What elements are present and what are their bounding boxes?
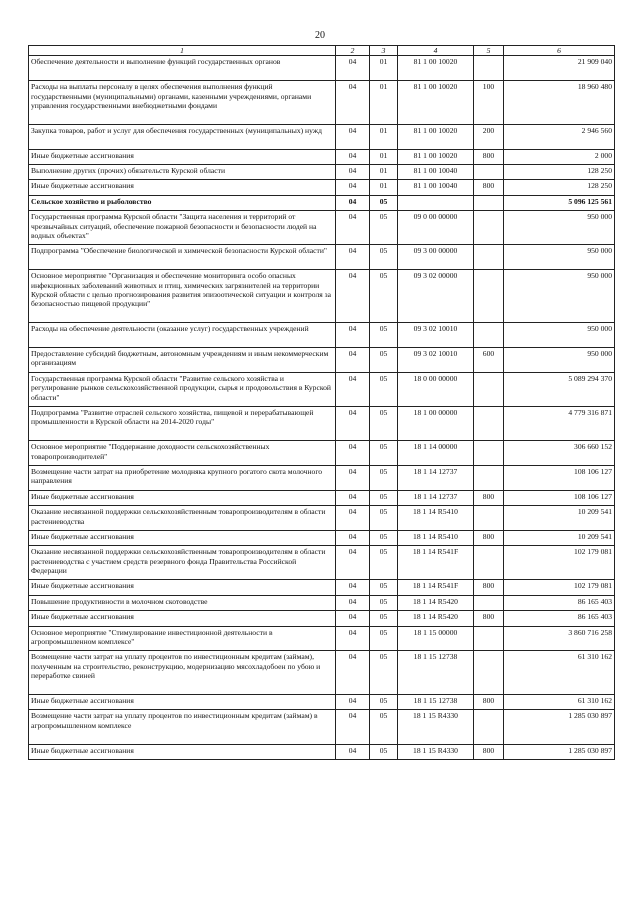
- row-section-cell: 04: [336, 323, 370, 348]
- table-row: [29, 506, 615, 531]
- row-name-cell: Подпрограмма "Обеспечение биологической и химической безопасности Курской области": [29, 245, 336, 270]
- row-subsection-cell: 01: [370, 180, 398, 195]
- row-target-code-cell: 09 0 00 00000: [398, 211, 474, 245]
- table-row: [29, 406, 615, 440]
- row-subsection-cell: 01: [370, 56, 398, 81]
- row-target-code-cell: 18 0 00 00000: [398, 372, 474, 406]
- row-subsection-cell: 05: [370, 695, 398, 710]
- row-name-cell: Иные бюджетные ассигнования: [29, 611, 336, 626]
- row-expense-type-cell: [474, 270, 504, 323]
- row-target-code-cell: 81 1 00 10040: [398, 180, 474, 195]
- row-subsection-cell: 01: [370, 124, 398, 149]
- table-row: [29, 530, 615, 545]
- row-target-code-cell: 81 1 00 10020: [398, 149, 474, 164]
- row-target-code-cell: 81 1 00 10020: [398, 56, 474, 81]
- row-subsection-cell: 05: [370, 546, 398, 580]
- row-name-cell: Обеспечение деятельности и выполнение функций государственных органов: [29, 56, 336, 81]
- row-expense-type-cell: [474, 56, 504, 81]
- row-target-code-cell: 09 3 00 00000: [398, 245, 474, 270]
- row-target-code-cell: 18 1 15 R4330: [398, 710, 474, 744]
- row-name-cell: Государственная программа Курской области "Защита населения и территорий от чрезвычайных ситуаций, обеспечение пожарной безопасности и безопасности людей на водных объектах": [29, 211, 336, 245]
- row-name-cell: Государственная программа Курской области "Развитие сельского хозяйства и регулирование рынков сельскохозяйственной продукции, сырья и продовольствия в Курской области": [29, 372, 336, 406]
- row-name-cell: Иные бюджетные ассигнования: [29, 744, 336, 759]
- row-amount-cell: 102 179 081: [504, 580, 615, 595]
- row-section-cell: 04: [336, 651, 370, 695]
- row-target-code-cell: 18 1 00 00000: [398, 406, 474, 440]
- row-amount-cell: 86 165 403: [504, 595, 615, 610]
- row-subsection-cell: 05: [370, 626, 398, 651]
- row-expense-type-cell: 800: [474, 695, 504, 710]
- row-subsection-cell: 05: [370, 347, 398, 372]
- row-target-code-cell: 09 3 02 10010: [398, 347, 474, 372]
- table-row: [29, 164, 615, 179]
- row-name-cell: Повышение продуктивности в молочном скотоводстве: [29, 595, 336, 610]
- table-row: [29, 56, 615, 81]
- row-section-cell: 04: [336, 81, 370, 125]
- row-section-cell: 04: [336, 611, 370, 626]
- row-subsection-cell: 05: [370, 465, 398, 490]
- row-expense-type-cell: [474, 245, 504, 270]
- row-amount-cell: 2 946 560: [504, 124, 615, 149]
- row-expense-type-cell: 800: [474, 530, 504, 545]
- row-amount-cell: 306 660 152: [504, 441, 615, 466]
- row-section-cell: 04: [336, 180, 370, 195]
- row-target-code-cell: 81 1 00 10020: [398, 124, 474, 149]
- row-target-code-cell: 81 1 00 10040: [398, 164, 474, 179]
- row-subsection-cell: 05: [370, 744, 398, 759]
- row-amount-cell: 108 106 127: [504, 490, 615, 505]
- row-section-cell: 04: [336, 164, 370, 179]
- table-row: [29, 372, 615, 406]
- row-subsection-cell: 05: [370, 372, 398, 406]
- row-name-cell: Расходы на обеспечение деятельности (оказание услуг) государственных учреждений: [29, 323, 336, 348]
- row-expense-type-cell: 200: [474, 124, 504, 149]
- table-row: [29, 611, 615, 626]
- row-expense-type-cell: [474, 506, 504, 531]
- table-row: [29, 651, 615, 695]
- row-name-cell: Сельское хозяйство и рыболовство: [29, 195, 336, 210]
- row-expense-type-cell: [474, 546, 504, 580]
- row-amount-cell: 2 000: [504, 149, 615, 164]
- table-row: [29, 211, 615, 245]
- row-expense-type-cell: [474, 211, 504, 245]
- row-subsection-cell: 05: [370, 406, 398, 440]
- row-subsection-cell: 05: [370, 270, 398, 323]
- row-name-cell: Иные бюджетные ассигнования: [29, 490, 336, 505]
- row-subsection-cell: 05: [370, 323, 398, 348]
- row-section-cell: 04: [336, 149, 370, 164]
- row-amount-cell: 108 106 127: [504, 465, 615, 490]
- table-row: [29, 441, 615, 466]
- row-name-cell: Иные бюджетные ассигнования: [29, 695, 336, 710]
- row-name-cell: Закупка товаров, работ и услуг для обеспечения государственных (муниципальных) нужд: [29, 124, 336, 149]
- table-row: [29, 270, 615, 323]
- row-section-cell: 04: [336, 270, 370, 323]
- row-subsection-cell: 05: [370, 245, 398, 270]
- row-expense-type-cell: 800: [474, 611, 504, 626]
- row-target-code-cell: 18 1 14 R5410: [398, 530, 474, 545]
- row-name-cell: Иные бюджетные ассигнования: [29, 530, 336, 545]
- table-row: [29, 149, 615, 164]
- row-amount-cell: 128 250: [504, 180, 615, 195]
- row-section-cell: 04: [336, 347, 370, 372]
- row-expense-type-cell: 800: [474, 149, 504, 164]
- table-row: [29, 347, 615, 372]
- row-name-cell: Иные бюджетные ассигнования: [29, 580, 336, 595]
- row-amount-cell: 950 000: [504, 211, 615, 245]
- header-cell: 5: [474, 46, 504, 56]
- row-amount-cell: 3 860 716 258: [504, 626, 615, 651]
- row-subsection-cell: 05: [370, 490, 398, 505]
- table-row: [29, 744, 615, 759]
- row-expense-type-cell: [474, 710, 504, 744]
- row-expense-type-cell: [474, 441, 504, 466]
- row-section-cell: 04: [336, 530, 370, 545]
- table-row: [29, 595, 615, 610]
- header-row: [29, 46, 615, 56]
- row-target-code-cell: 18 1 14 R541F: [398, 546, 474, 580]
- row-name-cell: Возмещение части затрат на приобретение молодняка крупного рогатого скота молочного направления: [29, 465, 336, 490]
- row-amount-cell: 5 096 125 561: [504, 195, 615, 210]
- row-name-cell: Оказание несвязанной поддержки сельскохозяйственным товаропроизводителям в области растениеводства с участием средств резервного фонда Правительства Российской Федерации: [29, 546, 336, 580]
- row-section-cell: 04: [336, 710, 370, 744]
- row-expense-type-cell: 800: [474, 580, 504, 595]
- table-row: [29, 195, 615, 210]
- row-amount-cell: 102 179 081: [504, 546, 615, 580]
- row-target-code-cell: 18 1 14 R541F: [398, 580, 474, 595]
- row-section-cell: 04: [336, 626, 370, 651]
- header-cell: 3: [370, 46, 398, 56]
- row-expense-type-cell: [474, 195, 504, 210]
- row-target-code-cell: 18 1 14 00000: [398, 441, 474, 466]
- row-expense-type-cell: [474, 372, 504, 406]
- row-target-code-cell: 18 1 14 R5420: [398, 595, 474, 610]
- row-amount-cell: 5 089 294 370: [504, 372, 615, 406]
- table-row: [29, 580, 615, 595]
- row-target-code-cell: 18 1 15 R4330: [398, 744, 474, 759]
- row-expense-type-cell: [474, 164, 504, 179]
- row-name-cell: Основное мероприятие "Поддержание доходности сельскохозяйственных товаропроизводителей": [29, 441, 336, 466]
- header-cell: 1: [29, 46, 336, 56]
- page-number: 20: [315, 30, 325, 41]
- table-row: [29, 710, 615, 744]
- row-amount-cell: 950 000: [504, 270, 615, 323]
- row-target-code-cell: 18 1 15 12738: [398, 695, 474, 710]
- row-target-code-cell: 18 1 15 12738: [398, 651, 474, 695]
- row-subsection-cell: 05: [370, 710, 398, 744]
- row-name-cell: Подпрограмма "Развитие отраслей сельского хозяйства, пищевой и перерабатывающей промышленности в Курской области на 2014-2020 годы": [29, 406, 336, 440]
- table-row: [29, 245, 615, 270]
- row-section-cell: 04: [336, 406, 370, 440]
- row-amount-cell: 950 000: [504, 323, 615, 348]
- row-expense-type-cell: 600: [474, 347, 504, 372]
- row-section-cell: 04: [336, 695, 370, 710]
- row-section-cell: 04: [336, 124, 370, 149]
- row-section-cell: 04: [336, 56, 370, 81]
- row-section-cell: 04: [336, 490, 370, 505]
- row-subsection-cell: 05: [370, 651, 398, 695]
- row-subsection-cell: 05: [370, 530, 398, 545]
- row-amount-cell: 86 165 403: [504, 611, 615, 626]
- row-expense-type-cell: [474, 595, 504, 610]
- row-section-cell: 04: [336, 465, 370, 490]
- row-target-code-cell: 18 1 14 R5410: [398, 506, 474, 531]
- row-name-cell: Оказание несвязанной поддержки сельскохозяйственным товаропроизводителям в области растениеводства: [29, 506, 336, 531]
- row-amount-cell: 4 779 316 871: [504, 406, 615, 440]
- row-amount-cell: 21 909 040: [504, 56, 615, 81]
- row-amount-cell: 1 285 030 897: [504, 710, 615, 744]
- row-subsection-cell: 05: [370, 211, 398, 245]
- row-section-cell: 04: [336, 245, 370, 270]
- row-amount-cell: 18 960 480: [504, 81, 615, 125]
- budget-table: [28, 45, 615, 760]
- row-target-code-cell: 18 1 14 12737: [398, 490, 474, 505]
- row-expense-type-cell: 800: [474, 180, 504, 195]
- row-name-cell: Предоставление субсидий бюджетным, автономным учреждениям и иным некоммерческим организациям: [29, 347, 336, 372]
- row-section-cell: 04: [336, 744, 370, 759]
- row-name-cell: Основное мероприятие "Организация и обеспечение мониторинга особо опасных инфекционных заболеваний животных и птиц, химических загрязнителей на территории Курской области с целью прогнозирования развития эпизоотической ситуации и контроля за безопасностью пищевой продукции": [29, 270, 336, 323]
- row-subsection-cell: 05: [370, 195, 398, 210]
- row-expense-type-cell: 800: [474, 744, 504, 759]
- row-section-cell: 04: [336, 546, 370, 580]
- header-cell: 6: [504, 46, 615, 56]
- row-target-code-cell: 09 3 02 00000: [398, 270, 474, 323]
- row-name-cell: Расходы на выплаты персоналу в целях обеспечения выполнения функций государственными (муниципальными) органами, казенными учреждениями, органами управления государственными внебюджетными фондами: [29, 81, 336, 125]
- row-name-cell: Возмещение части затрат на уплату процентов по инвестиционным кредитам (займам) в агропромышленном комплексе: [29, 710, 336, 744]
- row-section-cell: 04: [336, 372, 370, 406]
- table-row: [29, 546, 615, 580]
- row-subsection-cell: 05: [370, 441, 398, 466]
- row-target-code-cell: 18 1 14 R5420: [398, 611, 474, 626]
- row-name-cell: Выполнение других (прочих) обязательств Курской области: [29, 164, 336, 179]
- row-expense-type-cell: [474, 626, 504, 651]
- row-name-cell: Возмещение части затрат на уплату процентов по инвестиционным кредитам (займам), полученным на строительство, реконструкцию, модернизацию мясохладобоен по убою и переработке свиней: [29, 651, 336, 695]
- row-amount-cell: 10 209 541: [504, 506, 615, 531]
- header-cell: 4: [398, 46, 474, 56]
- row-section-cell: 04: [336, 580, 370, 595]
- row-amount-cell: 1 285 030 897: [504, 744, 615, 759]
- row-section-cell: 04: [336, 595, 370, 610]
- table-row: [29, 626, 615, 651]
- table-row: [29, 323, 615, 348]
- row-amount-cell: 128 250: [504, 164, 615, 179]
- row-target-code-cell: 81 1 00 10020: [398, 81, 474, 125]
- table-row: [29, 490, 615, 505]
- row-amount-cell: 61 310 162: [504, 651, 615, 695]
- table-row: [29, 465, 615, 490]
- table-row: [29, 180, 615, 195]
- row-expense-type-cell: [474, 651, 504, 695]
- row-subsection-cell: 05: [370, 595, 398, 610]
- row-target-code-cell: [398, 195, 474, 210]
- row-amount-cell: 10 209 541: [504, 530, 615, 545]
- row-expense-type-cell: 800: [474, 490, 504, 505]
- row-amount-cell: 950 000: [504, 347, 615, 372]
- row-expense-type-cell: [474, 323, 504, 348]
- row-target-code-cell: 09 3 02 10010: [398, 323, 474, 348]
- row-name-cell: Иные бюджетные ассигнования: [29, 180, 336, 195]
- header-cell: 2: [336, 46, 370, 56]
- row-section-cell: 04: [336, 195, 370, 210]
- row-subsection-cell: 01: [370, 81, 398, 125]
- row-amount-cell: 950 000: [504, 245, 615, 270]
- row-amount-cell: 61 310 162: [504, 695, 615, 710]
- table-row: [29, 124, 615, 149]
- row-subsection-cell: 05: [370, 506, 398, 531]
- row-section-cell: 04: [336, 441, 370, 466]
- row-expense-type-cell: 100: [474, 81, 504, 125]
- row-subsection-cell: 05: [370, 611, 398, 626]
- table-row: [29, 695, 615, 710]
- row-subsection-cell: 05: [370, 580, 398, 595]
- row-expense-type-cell: [474, 406, 504, 440]
- row-subsection-cell: 01: [370, 164, 398, 179]
- row-name-cell: Основное мероприятие "Стимулирование инвестиционной деятельности в агропромышленном комплексе": [29, 626, 336, 651]
- row-expense-type-cell: [474, 465, 504, 490]
- table-row: [29, 81, 615, 125]
- row-name-cell: Иные бюджетные ассигнования: [29, 149, 336, 164]
- row-section-cell: 04: [336, 506, 370, 531]
- row-target-code-cell: 18 1 14 12737: [398, 465, 474, 490]
- row-target-code-cell: 18 1 15 00000: [398, 626, 474, 651]
- row-section-cell: 04: [336, 211, 370, 245]
- row-subsection-cell: 01: [370, 149, 398, 164]
